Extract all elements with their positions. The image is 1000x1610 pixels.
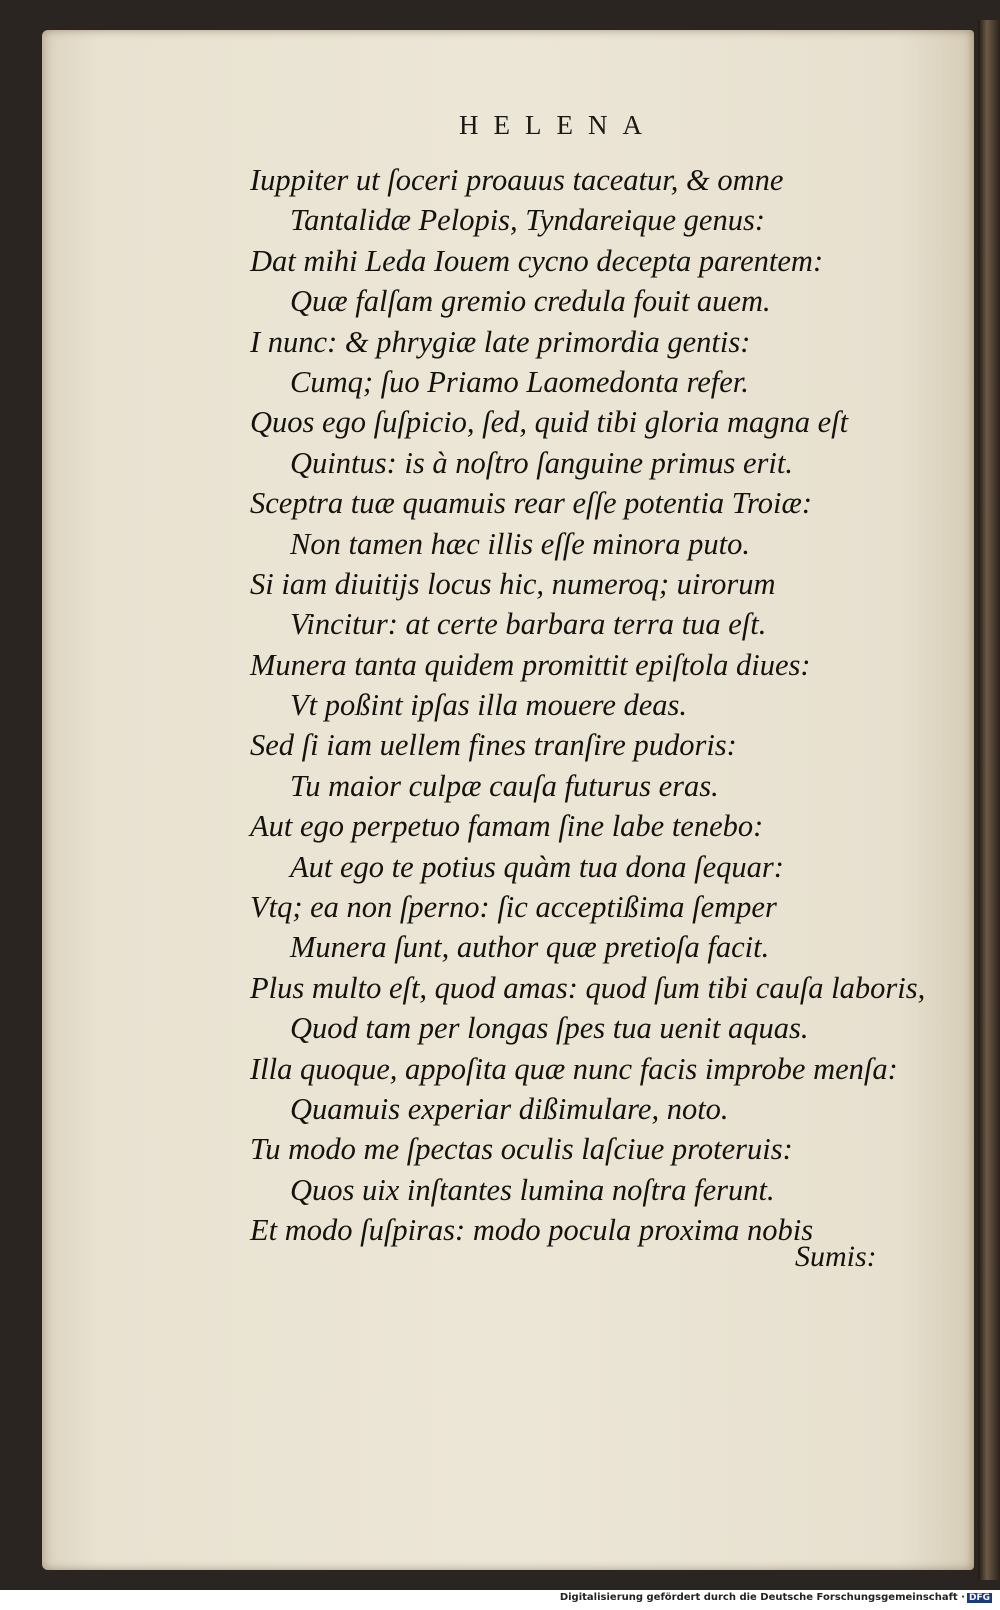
verse-line: Vt poßint ipſas illa mouere deas. [290,688,688,723]
verse-line: Vtq; ea non ſperno: ſic acceptißima ſemper [250,890,777,925]
verse-line: Iuppiter ut ſoceri proauus taceatur, & omne [250,163,784,197]
verse-line: I nunc: & phrygiæ late primordia gentis: [250,324,751,359]
book-edge [978,20,1000,1580]
verse-line: Tu maior culpæ cauſa futurus eras. [290,768,719,803]
verse-line: Tantalidæ Pelopis, Tyndareique genus: [290,203,765,238]
dfg-logo: DFG [968,1593,990,1603]
verse-line: Quos uix inſtantes lumina noſtra ferunt. [290,1172,775,1207]
verse-line: Munera tanta quidem promittit epiſtola diues: [250,647,811,682]
book-page [42,30,974,1570]
verse-line: Illa quoque, appoſita quæ nunc facis improbe menſa: [250,1051,898,1086]
catchword: Sumis: [795,1240,877,1273]
verse-line: Si iam diuitijs locus hic, numeroq; uirorum [250,566,776,601]
digitization-credit [560,1592,992,1603]
running-header [42,110,974,141]
verse-line: Quamuis experiar dißimulare, noto. [290,1091,729,1126]
running-header-text: HELENA [459,110,657,140]
verse-line: Non tamen hæc illis eſſe minora puto. [290,526,751,561]
verse-line: Quæ falſam gremio credula fouit auem. [290,284,771,319]
verse-block [250,160,940,1251]
verse-line: Vincitur: at certe barbara terra tua eſt. [290,607,767,642]
verse-line: Munera ſunt, author quæ pretioſa facit. [290,930,770,965]
verse-line: Aut ego perpetuo famam ſine labe tenebo: [250,809,764,844]
verse-line: Tu modo me ſpectas oculis laſciue proteruis: [250,1132,793,1167]
verse-line: Quod tam per longas ſpes tua uenit aquas. [290,1011,809,1046]
verse-line: Aut ego te potius quàm tua dona ſequar: [290,849,784,884]
verse-line: Cumq; ſuo Priamo Laomedonta refer. [290,364,749,399]
verse-line: Dat mihi Leda Iouem cycno decepta parentem: [250,243,824,278]
verse-line: Et modo ſuſpiras: modo pocula proxima nobis [250,1213,814,1248]
credit-text: Digitalisierung gefördert durch die Deutsche Forschungsgemeinschaft · [559,1592,965,1603]
verse-line: Plus multo eſt, quod amas: quod ſum tibi cauſa laboris, [250,970,926,1005]
verse-line: Sceptra tuæ quamuis rear eſſe potentia Troiæ: [250,486,812,521]
verse-line: Sed ſi iam uellem fines tranſire pudoris: [250,728,737,763]
verse-line: Quintus: is à noſtro ſanguine primus erit. [290,445,793,480]
verse-line: Quos ego ſuſpicio, ſed, quid tibi gloria magna eſt [250,405,849,440]
